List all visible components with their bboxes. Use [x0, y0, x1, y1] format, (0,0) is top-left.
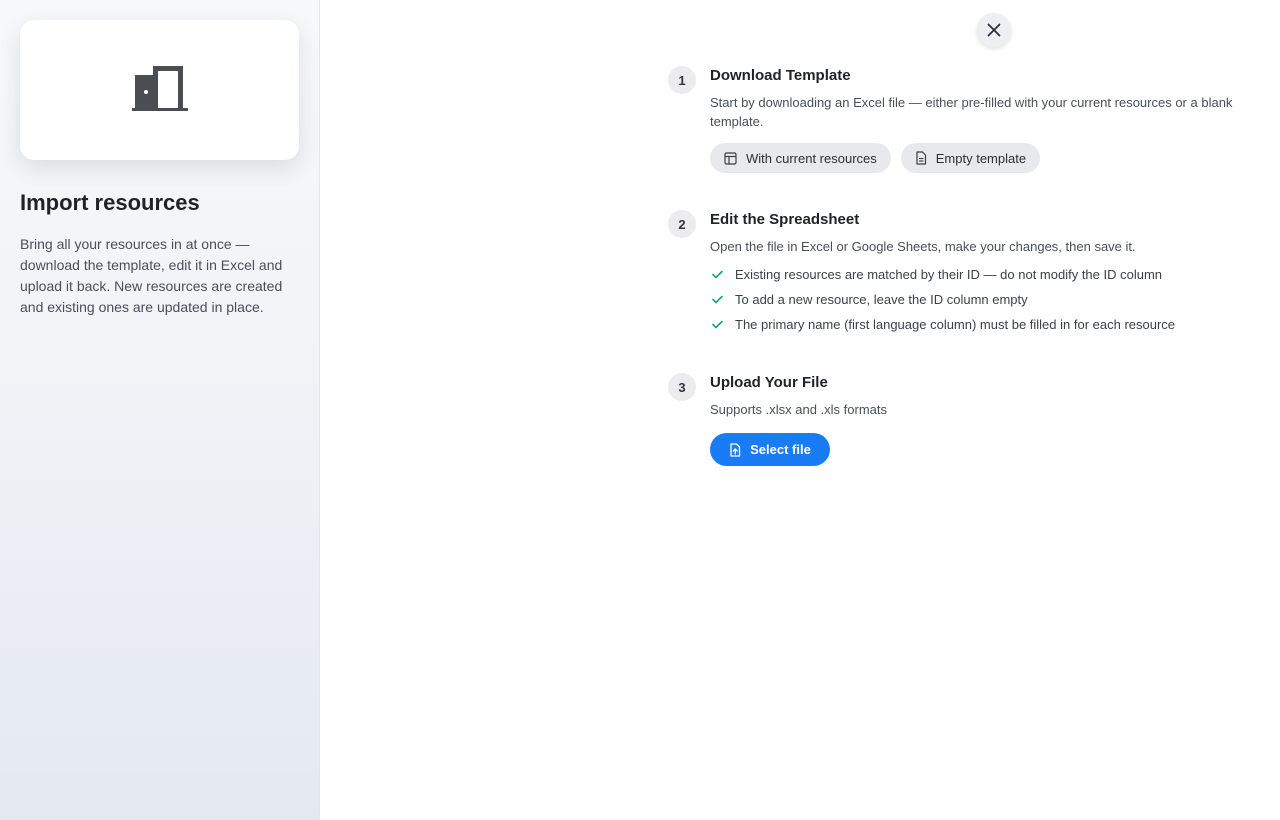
with-current-resources-button[interactable]	[710, 143, 891, 173]
file-upload-icon	[729, 443, 741, 457]
table-icon	[724, 152, 737, 165]
list-item: The primary name (first language column) must be filled in for each resource	[710, 312, 1280, 337]
document-icon	[915, 151, 927, 165]
hero-card	[20, 20, 299, 160]
step-title: Download Template	[710, 67, 851, 84]
page-description: Bring all your resources in at once — download the template, edit it in Excel and upload it back. New resources are created and existing ones are updated in place.	[20, 236, 283, 315]
button-label: Select file	[750, 442, 811, 457]
step-description: Supports .xlsx and .xls formats	[710, 402, 888, 417]
step-description: Start by downloading an Excel file — either pre-filled with your current resources or a blank template.	[710, 95, 1233, 129]
main-panel	[320, 0, 1233, 820]
page-title: Import resources	[20, 190, 200, 215]
close-icon	[987, 23, 1001, 37]
step-title: Edit the Spreadsheet	[710, 211, 860, 228]
step-description: Open the file in Excel or Google Sheets, make your changes, then save it.	[710, 239, 1136, 254]
sidebar-panel	[0, 0, 320, 820]
list-item: To add a new resource, leave the ID column empty	[710, 287, 1280, 312]
door-open-icon	[132, 62, 188, 119]
check-icon	[712, 295, 723, 304]
step-number: 1	[668, 66, 696, 94]
empty-template-button[interactable]	[901, 143, 1040, 173]
step-number: 3	[668, 373, 696, 401]
select-file-button[interactable]	[710, 433, 830, 466]
check-icon	[712, 270, 723, 279]
check-icon	[712, 320, 723, 329]
button-label: Empty template	[935, 150, 1027, 166]
button-label: With current resources	[746, 150, 877, 166]
list-item: Existing resources are matched by their ID — do not modify the ID column	[710, 262, 1280, 287]
close-button[interactable]	[977, 13, 1011, 47]
check-list	[710, 262, 1280, 337]
step-number: 2	[668, 210, 696, 238]
step-title: Upload Your File	[710, 374, 828, 391]
